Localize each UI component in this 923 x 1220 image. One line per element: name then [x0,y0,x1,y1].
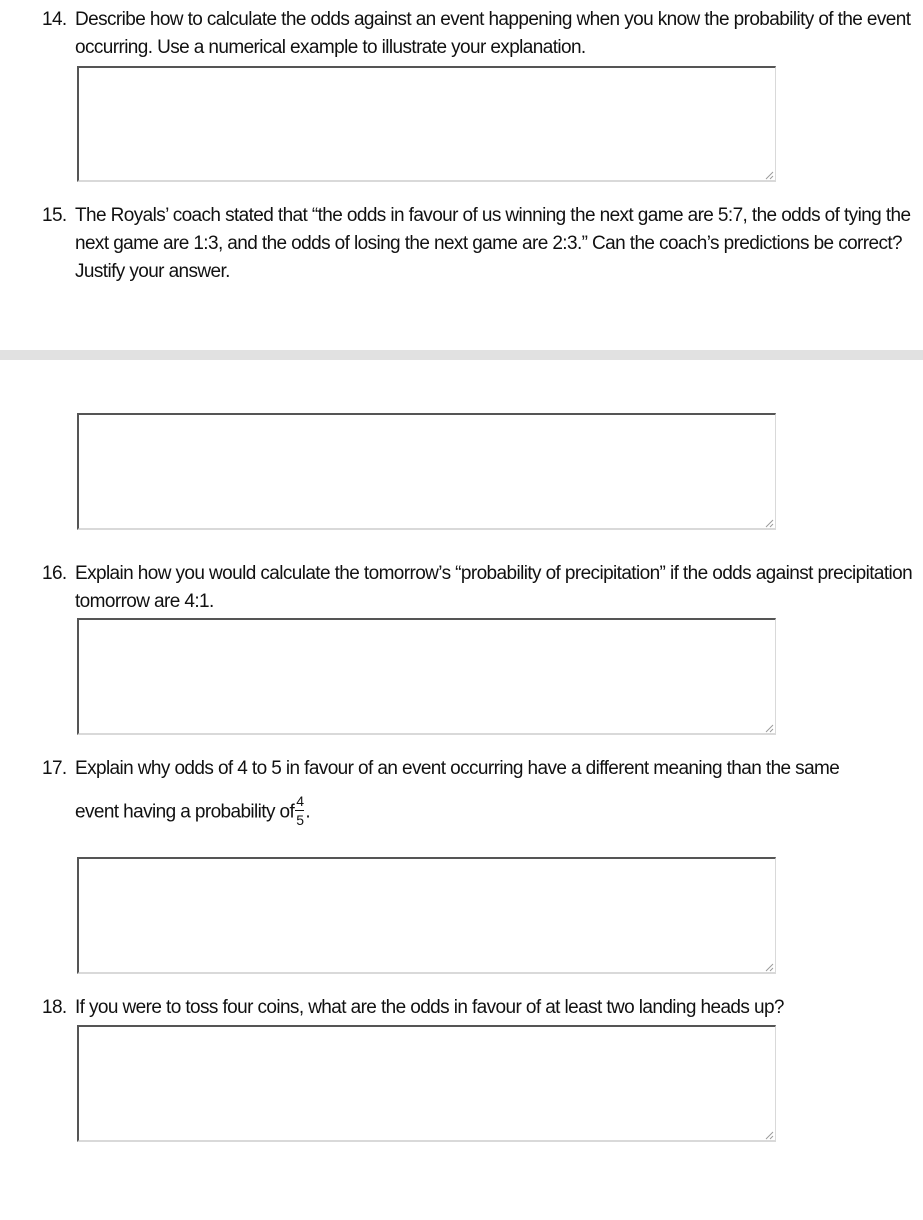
resize-grip-icon[interactable] [764,723,774,733]
answer-box-14[interactable] [77,66,776,182]
resize-grip-icon[interactable] [764,170,774,180]
answer-box-15[interactable] [77,413,776,530]
question-18 [42,994,917,1022]
question-number: 17. [42,758,67,779]
resize-grip-icon[interactable] [764,518,774,528]
probability-fraction [295,793,304,828]
resize-grip-icon[interactable] [764,962,774,972]
question-number: 18. [42,997,67,1018]
question-17 [42,755,917,830]
fraction-denominator: 5 [296,812,304,828]
question-text: Explain how you would calculate the tomorrow’s “probability of precipitation” if the odds against precipitation tomorrow are 4:1. [75,563,913,612]
question-15 [42,202,917,286]
question-number: 16. [42,563,67,584]
question-text-line2: event having a probability of $\frac{4}{5}$ . [75,793,311,828]
answer-box-17[interactable] [77,857,776,974]
answer-box-16[interactable] [77,618,776,735]
question-text: The Royals’ coach stated that “the odds in favour of us winning the next game are 5:7, the odds of tying the next game are 1:3, and the odds of losing the next game are 2:3.” Can the coach’s predictions be correct? Justify your answer. [75,205,911,282]
question-text-line1: Explain why odds of 4 to 5 in favour of an event occurring have a different meaning than the same [75,758,840,779]
question-14 [42,6,917,62]
question-16 [42,560,917,616]
page-divider [0,350,923,360]
question-number: 14. [42,9,67,30]
question-text: Describe how to calculate the odds against an event happening when you know the probability of the event occurring. Use a numerical example to illustrate your explanation. [75,9,911,58]
answer-box-18[interactable] [77,1025,776,1142]
question-number: 15. [42,205,67,226]
fraction-numerator: 4 [296,793,304,809]
question-text: If you were to toss four coins, what are the odds in favour of at least two landing heads up? [75,997,784,1018]
resize-grip-icon[interactable] [764,1130,774,1140]
